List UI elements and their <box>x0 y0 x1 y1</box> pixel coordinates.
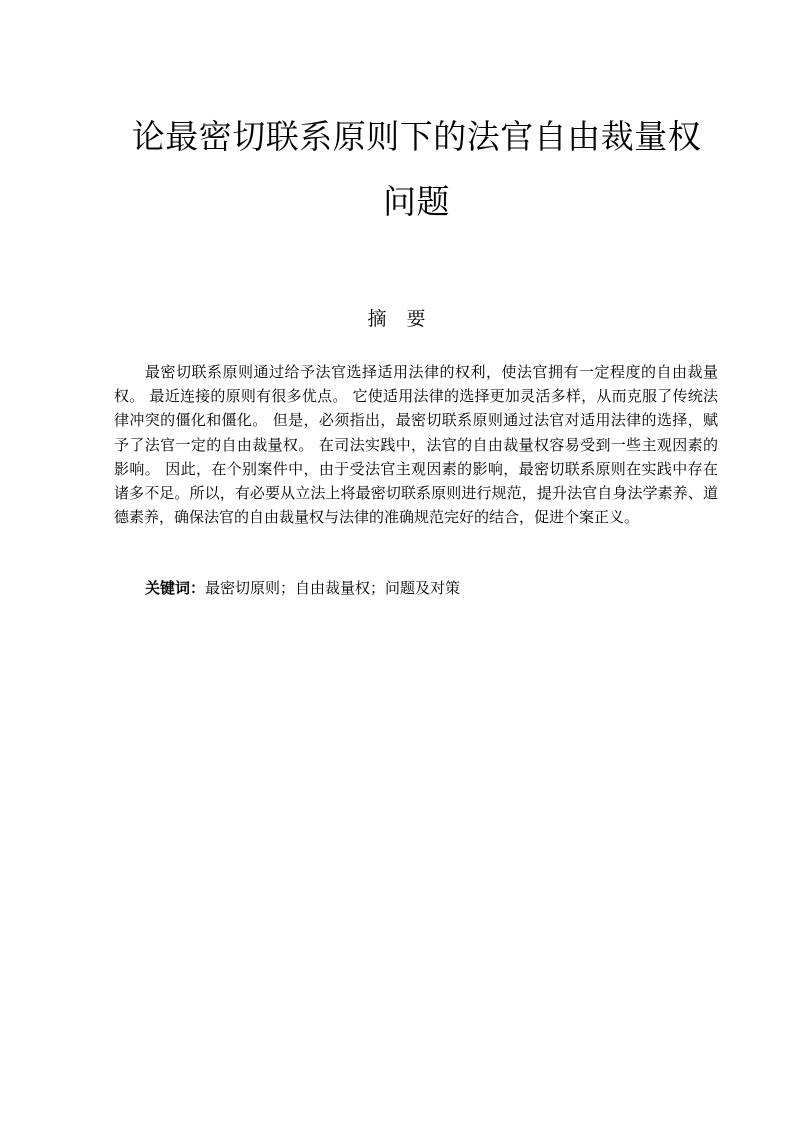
keywords-label: 关键词： <box>145 579 206 597</box>
keywords-text: 最密切原则；自由裁量权；问题及对策 <box>205 579 461 597</box>
abstract-paragraph: 最密切联系原则通过给予法官选择适用法律的权利，使法官拥有一定程度的自由裁量权。 最近连接的原则有很多优点。 它使适用法律的选择更加灵活多样，从而克服了传统法律冲突的僵化和僵化。 但是，必须指出，最密切联系原则通过法官对适用法律的选择，赋予了法官一定的自由裁量权。 在司法实践中，法官的自由裁量权容易受到一些主观因素的影响。 因此，在个别案件中，由于受法官主观因素的影响，最密切联系原则在实践中存在诸多不足。所以，有必要从立法上将最密切联系原则进行规范，提升法官自身法学素养、道德素养，确保法官的自由裁量权与法律的准确规范完好的结合，促进个案正义。 <box>114 363 718 527</box>
document-title-line-2: 问题 <box>383 182 450 221</box>
keywords-line <box>145 577 718 599</box>
document-title-line-1: 论最密切联系原则下的法官自由裁量权 <box>131 117 702 156</box>
abstract-heading: 摘要 <box>367 308 446 330</box>
